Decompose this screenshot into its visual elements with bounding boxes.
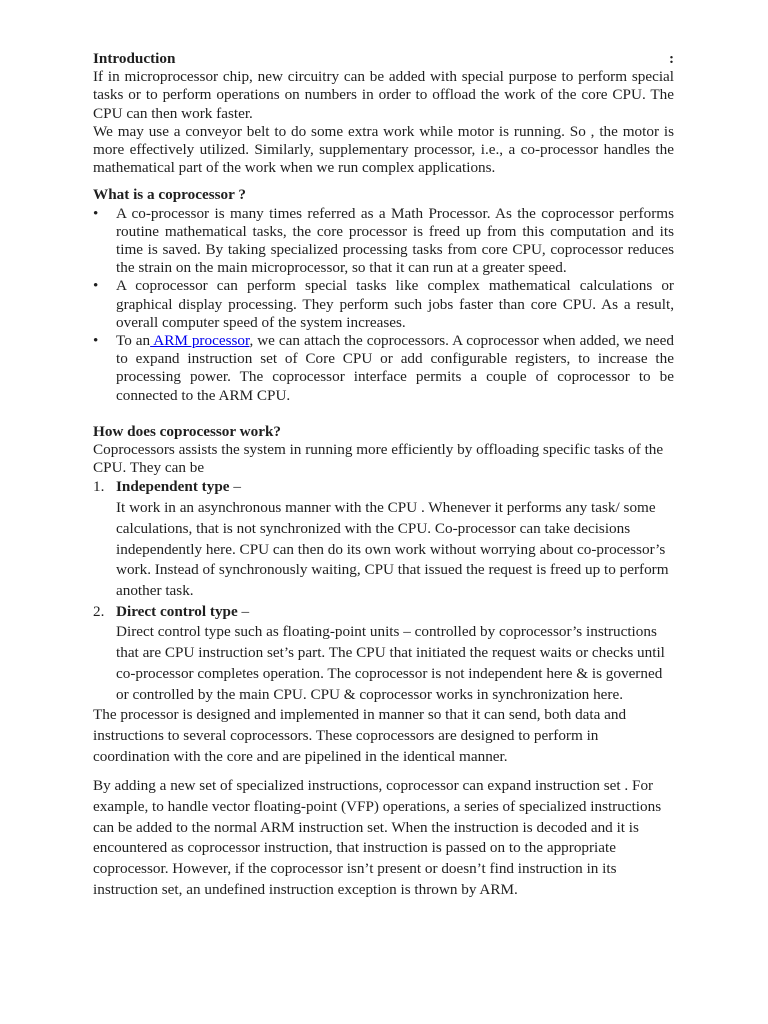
bullet-icon: •	[93, 277, 99, 295]
type-description: Direct control type such as floating-point units – controlled by coprocessor’s instructions that are CPU instruction set’s part. The CPU that initiated the request waits or checks until co-processor completes operation. The coprocessor is not independent here & is governed or controlled by the main CPU. CPU & coprocessor works in synchronization here.	[116, 623, 665, 703]
type-dash: –	[237, 602, 250, 620]
design-paragraph: The processor is designed and implemented in manner so that it can send, both data and instructions to several coprocessors. These coprocessors are designed to perform in coordination with the core and are pipelined in the identical manner.	[93, 706, 627, 765]
type-number: 2.	[93, 602, 105, 620]
coprocessor-type-list	[93, 477, 674, 705]
what-bullet-list	[93, 205, 674, 405]
what-heading: What is a coprocessor ?	[93, 186, 246, 204]
type-dash: –	[229, 478, 241, 496]
intro-heading	[93, 50, 674, 68]
type-name: Direct control type	[116, 602, 238, 620]
arm-processor-link[interactable]: ARM processor	[150, 332, 250, 350]
bullet-item	[93, 205, 674, 278]
document-page	[93, 50, 674, 901]
bullet-text: A coprocessor can perform special tasks like complex mathematical calculations or graphical display processing. They perform such jobs faster than core CPU. As a result, overall computer speed of the system increases.	[116, 277, 674, 331]
bullet-icon: •	[93, 332, 99, 350]
bullet-item	[93, 332, 674, 405]
bullet-text-post: , we can attach the coprocessors. A coprocessor when added, we need to expand instruction set of Core CPU or add configurable registers, to increase the processing power. The coprocessor interface permits a couple of coprocessor to be connected to the ARM CPU.	[116, 332, 674, 404]
bullet-icon: •	[93, 204, 99, 222]
type-description: It work in an asynchronous manner with the CPU . Whenever it performs any task/ some calculations, that is not synchronized with the CPU. Co-processor can take decisions independently here. CPU can then do its own work without worrying about co-processor’s work. Instead of synchronously waiting, CPU that issued the request is freed up to perform another task.	[116, 499, 669, 599]
how-heading: How does coprocessor work?	[93, 422, 282, 440]
bullet-item	[93, 277, 674, 332]
intro-title: Introduction	[93, 50, 176, 67]
bullet-text: A co-processor is many times referred as a Math Processor. As the coprocessor performs routine mathematical tasks, the core processor is freed up from this computation and its time is saved. By taking specialized processing tasks from core CPU, coprocessor reduces the strain on the main microprocessor, so that it can run at a greater speed.	[116, 204, 674, 277]
type-number: 1.	[93, 478, 105, 496]
intro-colon: :	[668, 50, 674, 67]
intro-paragraph-1: If in microprocessor chip, new circuitry can be added with special purpose to perform special tasks or to perform operations on numbers in order to offload the work of the core CPU. The CPU can then work faster.	[93, 68, 674, 122]
type-item-direct-control	[93, 602, 674, 706]
intro-paragraph-2: We may use a conveyor belt to do some extra work while motor is running. So , the motor is more effectively utilized. Similarly, supplementary processor, i.e., a co-processor handles the mathematical part of the work when we run complex applications.	[93, 122, 674, 177]
type-item-independent	[93, 477, 674, 601]
vfp-paragraph: By adding a new set of specialized instructions, coprocessor can expand instruction set . For example, to handle vector floating-point (VFP) operations, a series of specialized instructions can be added to the normal ARM instruction set. When the instruction is decoded and it is encountered as coprocessor instruction, that instruction is passed on to the appropriate coprocessor. However, if the coprocessor isn’t present or doesn’t find instruction in its instruction set, an undefined instruction exception is thrown by ARM.	[93, 777, 662, 898]
type-name: Independent type	[116, 478, 230, 496]
how-intro: Coprocessors assists the system in running more efficiently by offloading specific tasks of the CPU. They can be	[93, 441, 664, 477]
bullet-text-pre: To an	[116, 332, 151, 350]
